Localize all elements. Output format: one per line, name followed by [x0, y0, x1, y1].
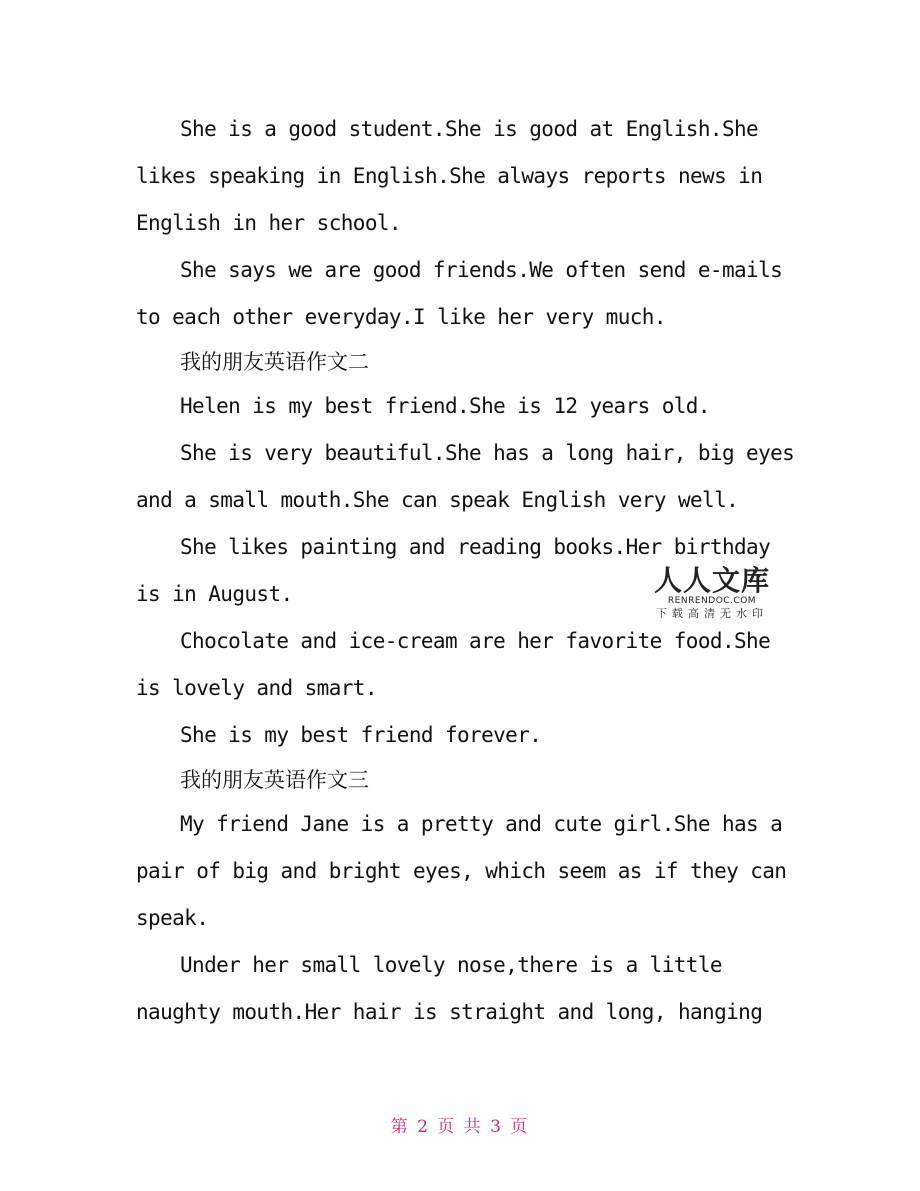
watermark-tagline: 下载高清无水印: [656, 607, 768, 620]
paragraph: She is a good student.She is good at English.She likes speaking in English.She always reports news in English in her school.: [136, 117, 763, 235]
paragraph: My friend Jane is a pretty and cute girl.She has a pair of big and bright eyes, which seem as if they can speak.: [136, 812, 787, 930]
paragraph: Helen is my best friend.She is 12 years old.: [180, 394, 710, 418]
section-heading: 我的朋友英语作文三: [180, 768, 369, 792]
paragraph: Under her small lovely nose,there is a little naughty mouth.Her hair is straight and long, hanging: [136, 953, 763, 1024]
paragraph: She is my best friend forever.: [180, 723, 542, 747]
paragraph: She says we are good friends.We often send e-mails to each other everyday.I like her very much.: [136, 258, 783, 329]
page-number-footer: 第 2 页 共 3 页: [390, 1117, 530, 1137]
watermark-logo: [646, 566, 778, 621]
watermark-url: RENRENDOC.COM: [667, 596, 757, 606]
watermark-name: 人人文库: [653, 564, 770, 597]
section-heading: 我的朋友英语作文二: [180, 350, 369, 374]
paragraph: She is very beautiful.She has a long hair, big eyes and a small mouth.She can speak English very well.: [136, 441, 795, 512]
paragraph: Chocolate and ice-cream are her favorite food.She is lovely and smart.: [136, 629, 771, 700]
paragraph: She likes painting and reading books.Her birthday is in August.: [136, 535, 771, 606]
